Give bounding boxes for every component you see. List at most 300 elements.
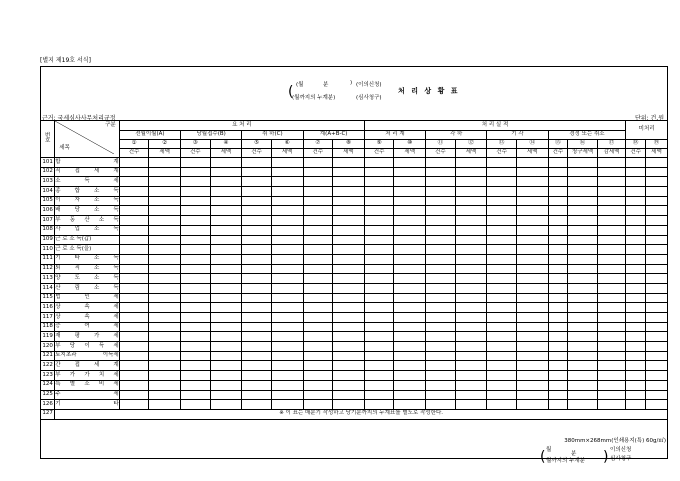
data-cell[interactable] <box>242 342 272 352</box>
data-cell[interactable] <box>149 342 181 352</box>
data-cell[interactable] <box>242 264 272 274</box>
data-cell[interactable] <box>645 187 667 197</box>
data-cell[interactable] <box>516 235 548 245</box>
data-cell[interactable] <box>455 254 487 264</box>
data-cell[interactable] <box>271 216 303 226</box>
data-cell[interactable] <box>516 196 548 206</box>
data-cell[interactable] <box>210 158 242 168</box>
data-cell[interactable] <box>455 245 487 255</box>
data-cell[interactable] <box>181 303 211 313</box>
data-cell[interactable] <box>271 167 303 177</box>
data-cell[interactable] <box>119 264 149 274</box>
data-cell[interactable] <box>333 254 365 264</box>
data-cell[interactable] <box>487 313 517 323</box>
data-cell[interactable] <box>364 380 394 390</box>
data-cell[interactable] <box>303 293 333 303</box>
data-cell[interactable] <box>548 390 568 400</box>
data-cell[interactable] <box>568 283 598 293</box>
data-cell[interactable] <box>364 158 394 168</box>
data-cell[interactable] <box>119 361 149 371</box>
data-cell[interactable] <box>119 167 149 177</box>
data-cell[interactable] <box>333 167 365 177</box>
data-cell[interactable] <box>597 293 626 303</box>
data-cell[interactable] <box>119 371 149 381</box>
data-cell[interactable] <box>568 167 598 177</box>
data-cell[interactable] <box>271 390 303 400</box>
data-cell[interactable] <box>455 264 487 274</box>
data-cell[interactable] <box>333 400 365 410</box>
data-cell[interactable] <box>149 332 181 342</box>
data-cell[interactable] <box>487 400 517 410</box>
data-cell[interactable] <box>210 167 242 177</box>
data-cell[interactable] <box>333 225 365 235</box>
data-cell[interactable] <box>333 235 365 245</box>
data-cell[interactable] <box>364 371 394 381</box>
data-cell[interactable] <box>181 351 211 361</box>
data-cell[interactable] <box>210 361 242 371</box>
data-cell[interactable] <box>568 177 598 187</box>
data-cell[interactable] <box>568 196 598 206</box>
data-cell[interactable] <box>333 216 365 226</box>
data-cell[interactable] <box>333 380 365 390</box>
data-cell[interactable] <box>149 235 181 245</box>
data-cell[interactable] <box>333 371 365 381</box>
data-cell[interactable] <box>626 400 646 410</box>
data-cell[interactable] <box>455 283 487 293</box>
data-cell[interactable] <box>181 390 211 400</box>
data-cell[interactable] <box>333 303 365 313</box>
data-cell[interactable] <box>210 177 242 187</box>
data-cell[interactable] <box>568 361 598 371</box>
data-cell[interactable] <box>242 245 272 255</box>
data-cell[interactable] <box>568 342 598 352</box>
data-cell[interactable] <box>487 283 517 293</box>
data-cell[interactable] <box>271 283 303 293</box>
data-cell[interactable] <box>364 400 394 410</box>
data-cell[interactable] <box>119 400 149 410</box>
data-cell[interactable] <box>210 380 242 390</box>
data-cell[interactable] <box>242 216 272 226</box>
data-cell[interactable] <box>271 245 303 255</box>
data-cell[interactable] <box>333 245 365 255</box>
data-cell[interactable] <box>364 216 394 226</box>
data-cell[interactable] <box>426 283 456 293</box>
data-cell[interactable] <box>548 187 568 197</box>
data-cell[interactable] <box>271 225 303 235</box>
data-cell[interactable] <box>364 196 394 206</box>
data-cell[interactable] <box>626 158 646 168</box>
data-cell[interactable] <box>568 254 598 264</box>
data-cell[interactable] <box>181 158 211 168</box>
data-cell[interactable] <box>516 332 548 342</box>
data-cell[interactable] <box>149 254 181 264</box>
data-cell[interactable] <box>242 254 272 264</box>
data-cell[interactable] <box>149 380 181 390</box>
data-cell[interactable] <box>394 216 426 226</box>
data-cell[interactable] <box>568 225 598 235</box>
data-cell[interactable] <box>119 332 149 342</box>
data-cell[interactable] <box>597 313 626 323</box>
data-cell[interactable] <box>394 313 426 323</box>
data-cell[interactable] <box>303 254 333 264</box>
data-cell[interactable] <box>394 235 426 245</box>
data-cell[interactable] <box>394 371 426 381</box>
data-cell[interactable] <box>426 245 456 255</box>
data-cell[interactable] <box>455 235 487 245</box>
data-cell[interactable] <box>455 342 487 352</box>
data-cell[interactable] <box>394 254 426 264</box>
data-cell[interactable] <box>181 206 211 216</box>
data-cell[interactable] <box>181 225 211 235</box>
data-cell[interactable] <box>394 303 426 313</box>
data-cell[interactable] <box>119 283 149 293</box>
data-cell[interactable] <box>626 322 646 332</box>
data-cell[interactable] <box>181 313 211 323</box>
data-cell[interactable] <box>487 187 517 197</box>
data-cell[interactable] <box>271 371 303 381</box>
data-cell[interactable] <box>303 206 333 216</box>
data-cell[interactable] <box>242 158 272 168</box>
data-cell[interactable] <box>242 361 272 371</box>
data-cell[interactable] <box>548 167 568 177</box>
data-cell[interactable] <box>210 313 242 323</box>
data-cell[interactable] <box>210 390 242 400</box>
data-cell[interactable] <box>149 177 181 187</box>
data-cell[interactable] <box>181 400 211 410</box>
data-cell[interactable] <box>487 206 517 216</box>
data-cell[interactable] <box>210 400 242 410</box>
data-cell[interactable] <box>394 177 426 187</box>
data-cell[interactable] <box>333 293 365 303</box>
data-cell[interactable] <box>455 313 487 323</box>
data-cell[interactable] <box>149 303 181 313</box>
data-cell[interactable] <box>516 177 548 187</box>
data-cell[interactable] <box>426 380 456 390</box>
data-cell[interactable] <box>394 342 426 352</box>
data-cell[interactable] <box>516 380 548 390</box>
data-cell[interactable] <box>516 158 548 168</box>
data-cell[interactable] <box>149 322 181 332</box>
data-cell[interactable] <box>271 313 303 323</box>
data-cell[interactable] <box>364 264 394 274</box>
data-cell[interactable] <box>210 274 242 284</box>
data-cell[interactable] <box>119 322 149 332</box>
data-cell[interactable] <box>548 342 568 352</box>
data-cell[interactable] <box>119 216 149 226</box>
data-cell[interactable] <box>303 167 333 177</box>
data-cell[interactable] <box>210 254 242 264</box>
data-cell[interactable] <box>548 245 568 255</box>
data-cell[interactable] <box>626 274 646 284</box>
data-cell[interactable] <box>242 177 272 187</box>
data-cell[interactable] <box>548 400 568 410</box>
data-cell[interactable] <box>364 303 394 313</box>
data-cell[interactable] <box>548 225 568 235</box>
data-cell[interactable] <box>271 400 303 410</box>
data-cell[interactable] <box>645 371 667 381</box>
data-cell[interactable] <box>568 390 598 400</box>
data-cell[interactable] <box>271 187 303 197</box>
data-cell[interactable] <box>149 196 181 206</box>
data-cell[interactable] <box>181 196 211 206</box>
data-cell[interactable] <box>181 283 211 293</box>
data-cell[interactable] <box>645 332 667 342</box>
data-cell[interactable] <box>271 361 303 371</box>
data-cell[interactable] <box>119 225 149 235</box>
data-cell[interactable] <box>516 167 548 177</box>
data-cell[interactable] <box>516 264 548 274</box>
data-cell[interactable] <box>645 293 667 303</box>
data-cell[interactable] <box>645 303 667 313</box>
data-cell[interactable] <box>364 351 394 361</box>
data-cell[interactable] <box>548 283 568 293</box>
data-cell[interactable] <box>394 264 426 274</box>
data-cell[interactable] <box>181 216 211 226</box>
data-cell[interactable] <box>242 400 272 410</box>
data-cell[interactable] <box>626 216 646 226</box>
data-cell[interactable] <box>210 283 242 293</box>
data-cell[interactable] <box>181 264 211 274</box>
data-cell[interactable] <box>210 245 242 255</box>
data-cell[interactable] <box>271 264 303 274</box>
data-cell[interactable] <box>426 167 456 177</box>
data-cell[interactable] <box>426 206 456 216</box>
data-cell[interactable] <box>626 264 646 274</box>
data-cell[interactable] <box>364 274 394 284</box>
data-cell[interactable] <box>597 245 626 255</box>
data-cell[interactable] <box>516 361 548 371</box>
data-cell[interactable] <box>516 400 548 410</box>
data-cell[interactable] <box>242 293 272 303</box>
data-cell[interactable] <box>455 167 487 177</box>
data-cell[interactable] <box>181 254 211 264</box>
data-cell[interactable] <box>303 361 333 371</box>
data-cell[interactable] <box>181 342 211 352</box>
data-cell[interactable] <box>119 158 149 168</box>
data-cell[interactable] <box>210 225 242 235</box>
data-cell[interactable] <box>645 167 667 177</box>
data-cell[interactable] <box>333 177 365 187</box>
data-cell[interactable] <box>333 342 365 352</box>
data-cell[interactable] <box>426 313 456 323</box>
data-cell[interactable] <box>516 283 548 293</box>
data-cell[interactable] <box>210 351 242 361</box>
data-cell[interactable] <box>333 390 365 400</box>
data-cell[interactable] <box>303 158 333 168</box>
data-cell[interactable] <box>364 342 394 352</box>
data-cell[interactable] <box>516 245 548 255</box>
data-cell[interactable] <box>210 342 242 352</box>
data-cell[interactable] <box>242 303 272 313</box>
data-cell[interactable] <box>149 245 181 255</box>
data-cell[interactable] <box>210 196 242 206</box>
data-cell[interactable] <box>303 313 333 323</box>
data-cell[interactable] <box>597 216 626 226</box>
data-cell[interactable] <box>181 380 211 390</box>
data-cell[interactable] <box>516 206 548 216</box>
data-cell[interactable] <box>626 196 646 206</box>
data-cell[interactable] <box>568 264 598 274</box>
data-cell[interactable] <box>626 371 646 381</box>
data-cell[interactable] <box>119 196 149 206</box>
data-cell[interactable] <box>487 245 517 255</box>
data-cell[interactable] <box>455 225 487 235</box>
data-cell[interactable] <box>426 351 456 361</box>
data-cell[interactable] <box>271 158 303 168</box>
data-cell[interactable] <box>487 158 517 168</box>
data-cell[interactable] <box>548 274 568 284</box>
data-cell[interactable] <box>645 225 667 235</box>
data-cell[interactable] <box>626 380 646 390</box>
data-cell[interactable] <box>455 303 487 313</box>
data-cell[interactable] <box>487 332 517 342</box>
data-cell[interactable] <box>303 351 333 361</box>
data-cell[interactable] <box>210 264 242 274</box>
data-cell[interactable] <box>149 187 181 197</box>
data-cell[interactable] <box>455 177 487 187</box>
data-cell[interactable] <box>303 303 333 313</box>
data-cell[interactable] <box>426 187 456 197</box>
data-cell[interactable] <box>303 264 333 274</box>
data-cell[interactable] <box>455 187 487 197</box>
data-cell[interactable] <box>149 351 181 361</box>
data-cell[interactable] <box>568 322 598 332</box>
data-cell[interactable] <box>181 293 211 303</box>
data-cell[interactable] <box>242 225 272 235</box>
data-cell[interactable] <box>333 332 365 342</box>
data-cell[interactable] <box>210 187 242 197</box>
data-cell[interactable] <box>626 167 646 177</box>
data-cell[interactable] <box>568 245 598 255</box>
data-cell[interactable] <box>426 196 456 206</box>
data-cell[interactable] <box>181 235 211 245</box>
data-cell[interactable] <box>149 206 181 216</box>
data-cell[interactable] <box>487 351 517 361</box>
data-cell[interactable] <box>119 187 149 197</box>
data-cell[interactable] <box>516 371 548 381</box>
data-cell[interactable] <box>645 274 667 284</box>
data-cell[interactable] <box>303 245 333 255</box>
data-cell[interactable] <box>626 206 646 216</box>
data-cell[interactable] <box>487 235 517 245</box>
data-cell[interactable] <box>548 206 568 216</box>
data-cell[interactable] <box>119 390 149 400</box>
data-cell[interactable] <box>119 177 149 187</box>
data-cell[interactable] <box>210 322 242 332</box>
data-cell[interactable] <box>597 225 626 235</box>
data-cell[interactable] <box>303 371 333 381</box>
data-cell[interactable] <box>597 196 626 206</box>
data-cell[interactable] <box>181 177 211 187</box>
data-cell[interactable] <box>364 177 394 187</box>
data-cell[interactable] <box>333 283 365 293</box>
data-cell[interactable] <box>426 216 456 226</box>
data-cell[interactable] <box>548 177 568 187</box>
data-cell[interactable] <box>303 390 333 400</box>
data-cell[interactable] <box>455 216 487 226</box>
data-cell[interactable] <box>119 274 149 284</box>
data-cell[interactable] <box>364 206 394 216</box>
data-cell[interactable] <box>242 187 272 197</box>
data-cell[interactable] <box>597 303 626 313</box>
data-cell[interactable] <box>181 187 211 197</box>
data-cell[interactable] <box>271 293 303 303</box>
data-cell[interactable] <box>645 158 667 168</box>
data-cell[interactable] <box>210 216 242 226</box>
data-cell[interactable] <box>645 322 667 332</box>
data-cell[interactable] <box>568 332 598 342</box>
data-cell[interactable] <box>426 293 456 303</box>
data-cell[interactable] <box>626 177 646 187</box>
data-cell[interactable] <box>645 342 667 352</box>
data-cell[interactable] <box>455 390 487 400</box>
data-cell[interactable] <box>487 225 517 235</box>
data-cell[interactable] <box>548 313 568 323</box>
data-cell[interactable] <box>394 225 426 235</box>
data-cell[interactable] <box>568 380 598 390</box>
data-cell[interactable] <box>149 361 181 371</box>
data-cell[interactable] <box>455 371 487 381</box>
data-cell[interactable] <box>149 371 181 381</box>
data-cell[interactable] <box>455 322 487 332</box>
data-cell[interactable] <box>181 245 211 255</box>
data-cell[interactable] <box>426 158 456 168</box>
data-cell[interactable] <box>645 177 667 187</box>
data-cell[interactable] <box>210 235 242 245</box>
data-cell[interactable] <box>242 351 272 361</box>
data-cell[interactable] <box>394 400 426 410</box>
data-cell[interactable] <box>271 342 303 352</box>
data-cell[interactable] <box>149 293 181 303</box>
data-cell[interactable] <box>333 351 365 361</box>
data-cell[interactable] <box>626 187 646 197</box>
data-cell[interactable] <box>149 390 181 400</box>
data-cell[interactable] <box>626 235 646 245</box>
data-cell[interactable] <box>394 206 426 216</box>
data-cell[interactable] <box>487 380 517 390</box>
data-cell[interactable] <box>626 332 646 342</box>
data-cell[interactable] <box>394 390 426 400</box>
data-cell[interactable] <box>597 380 626 390</box>
data-cell[interactable] <box>394 187 426 197</box>
data-cell[interactable] <box>455 293 487 303</box>
data-cell[interactable] <box>487 293 517 303</box>
data-cell[interactable] <box>364 235 394 245</box>
data-cell[interactable] <box>303 177 333 187</box>
data-cell[interactable] <box>626 351 646 361</box>
data-cell[interactable] <box>455 380 487 390</box>
data-cell[interactable] <box>271 206 303 216</box>
data-cell[interactable] <box>333 322 365 332</box>
data-cell[interactable] <box>303 216 333 226</box>
data-cell[interactable] <box>626 361 646 371</box>
data-cell[interactable] <box>487 274 517 284</box>
data-cell[interactable] <box>426 342 456 352</box>
data-cell[interactable] <box>426 390 456 400</box>
data-cell[interactable] <box>568 371 598 381</box>
data-cell[interactable] <box>597 351 626 361</box>
data-cell[interactable] <box>426 322 456 332</box>
data-cell[interactable] <box>333 187 365 197</box>
data-cell[interactable] <box>242 380 272 390</box>
data-cell[interactable] <box>333 264 365 274</box>
data-cell[interactable] <box>426 225 456 235</box>
data-cell[interactable] <box>210 332 242 342</box>
data-cell[interactable] <box>149 264 181 274</box>
data-cell[interactable] <box>455 158 487 168</box>
data-cell[interactable] <box>645 380 667 390</box>
data-cell[interactable] <box>271 303 303 313</box>
